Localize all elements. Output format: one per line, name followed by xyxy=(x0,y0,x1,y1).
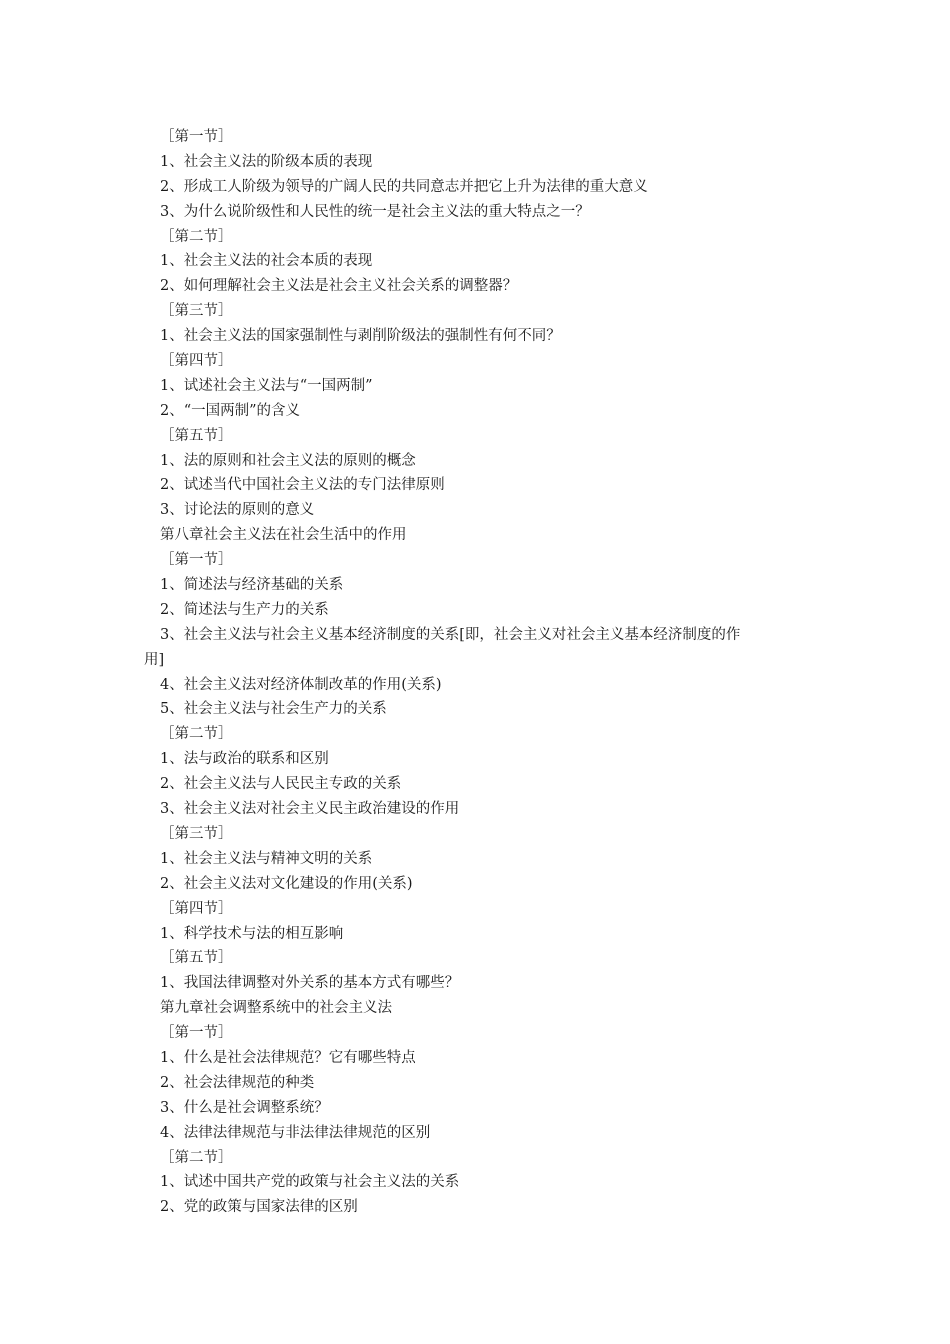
section-heading: ［第三节］ xyxy=(160,825,233,842)
list-item: 2、简述法与生产力的关系 xyxy=(160,601,329,618)
section-heading: ［第五节］ xyxy=(160,427,233,444)
list-item: 1、法与政治的联系和区别 xyxy=(160,751,329,768)
section-heading: ［第四节］ xyxy=(160,900,233,917)
section-heading: ［第一节］ xyxy=(160,129,233,145)
list-item: 2、社会主义法与人民民主专政的关系 xyxy=(160,776,402,793)
section-heading: ［第五节］ xyxy=(160,950,233,967)
section-heading: ［第四节］ xyxy=(160,353,233,370)
section-heading: ［第二节］ xyxy=(160,228,233,245)
list-item: 3、讨论法的原则的意义 xyxy=(160,502,315,519)
list-item: 3、社会主义法与社会主义基本经济制度的关系[即，社会主义对社会主义基本经济制度的作 xyxy=(160,626,741,643)
list-item: 4、法律法律规范与非法律法律规范的区别 xyxy=(160,1124,431,1141)
list-item: 1、社会主义法的国家强制性与剥削阶级法的强制性有何不同？ xyxy=(160,328,561,345)
list-item: 2、社会法律规范的种类 xyxy=(160,1074,315,1091)
list-item: 1、我国法律调整对外关系的基本方式有哪些？ xyxy=(160,975,460,992)
list-item: 4、社会主义法对经济体制改革的作用(关系) xyxy=(160,676,442,693)
section-heading: ［第二节］ xyxy=(160,726,233,743)
list-item: 1、科学技术与法的相互影响 xyxy=(160,925,344,942)
chapter-title: 第八章社会主义法在社会生活中的作用 xyxy=(160,527,407,544)
list-item: 3、为什么说阶级性和人民性的统一是社会主义法的重大特点之一？ xyxy=(160,203,590,220)
list-item: 2、“一国两制”的含义 xyxy=(160,402,301,419)
list-item: 3、社会主义法对社会主义民主政治建设的作用 xyxy=(160,801,460,818)
list-item: 1、试述中国共产党的政策与社会主义法的关系 xyxy=(160,1174,460,1191)
section-heading: ［第三节］ xyxy=(160,303,233,320)
list-item: 2、社会主义法对文化建设的作用(关系) xyxy=(160,875,413,892)
list-item: 1、社会主义法的社会本质的表现 xyxy=(160,253,373,270)
list-item: 2、形成工人阶级为领导的广阔人民的共同意志并把它上升为法律的重大意义 xyxy=(160,178,648,195)
list-item: 5、社会主义法与社会生产力的关系 xyxy=(160,701,387,718)
section-heading: ［第二节］ xyxy=(160,1149,233,1166)
document-body xyxy=(144,125,804,1220)
chapter-title: 第九章社会调整系统中的社会主义法 xyxy=(160,1000,392,1017)
list-item: 1、什么是社会法律规范？它有哪些特点 xyxy=(160,1049,416,1066)
section-heading: ［第一节］ xyxy=(160,1025,233,1042)
list-item: 1、法的原则和社会主义法的原则的概念 xyxy=(160,452,416,469)
list-item: 1、社会主义法的阶级本质的表现 xyxy=(160,153,373,170)
list-item: 1、试述社会主义法与“一国两制” xyxy=(160,377,373,394)
list-item: 3、什么是社会调整系统？ xyxy=(160,1099,329,1116)
list-item: 2、试述当代中国社会主义法的专门法律原则 xyxy=(160,477,445,494)
list-item-continuation: 用] xyxy=(144,651,165,668)
section-heading: ［第一节］ xyxy=(160,552,233,569)
list-item: 2、如何理解社会主义法是社会主义社会关系的调整器？ xyxy=(160,278,518,295)
list-item: 1、简述法与经济基础的关系 xyxy=(160,577,344,594)
list-item: 1、社会主义法与精神文明的关系 xyxy=(160,850,373,867)
list-item: 2、党的政策与国家法律的区别 xyxy=(160,1199,358,1216)
